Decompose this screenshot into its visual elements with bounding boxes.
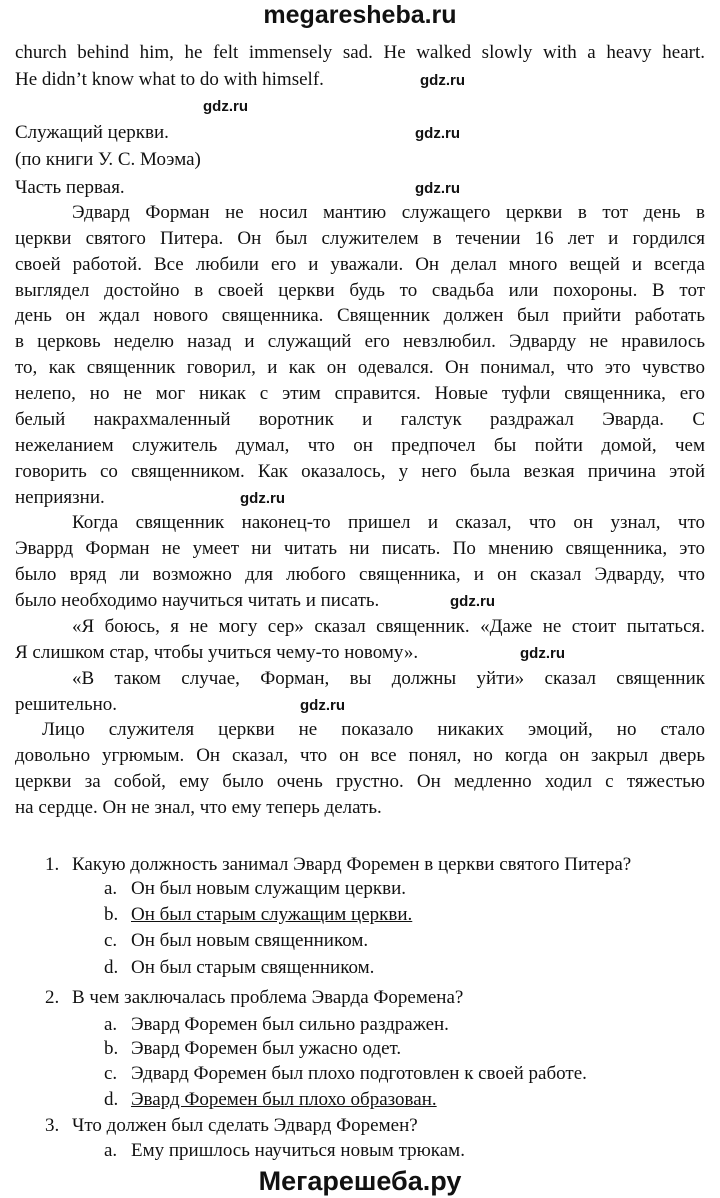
answer-text-selected: Он был старым служащим церкви. (131, 904, 413, 925)
text-line: довольно угрюмым. Он сказал, что он все понял, но когда он закрыл дверь (15, 745, 705, 766)
text-line: Эваррд Форман не умеет ни читать ни писать. По мнению священника, это (15, 538, 705, 559)
answer-letter: d. (104, 957, 119, 978)
story-title: Служащий церкви. (15, 122, 169, 143)
answer-letter: c. (104, 930, 118, 951)
text-line: своей работой. Все любили его и уважали. Он делал много вещей и всегда (15, 254, 705, 275)
site-header: megaresheba.ru (263, 1, 457, 29)
story-part: Часть первая. (15, 177, 125, 198)
text-line: решительно. (15, 694, 118, 715)
text-line: неприязни. (15, 487, 105, 508)
text-line: церкви святого Питера. Он был служителем в течении 16 лет и гордился (15, 228, 705, 249)
watermark: gdz.ru (520, 645, 565, 662)
text-line: белый накрахмаленный воротник и галстук раздражал Эварда. С (15, 409, 705, 430)
answer-letter: a. (104, 1014, 118, 1035)
text-line: было необходимо научиться читать и писать. (15, 590, 380, 611)
answer-letter: b. (104, 1038, 119, 1059)
text-line: Эдвард Форман не носил мантию служащего церкви в тот день в (72, 202, 705, 223)
answer-letter: a. (104, 1140, 118, 1161)
answer-letter: c. (104, 1063, 118, 1084)
text-line: было вряд ли возможно для любого священника, и он сказал Эдварду, что (15, 564, 705, 585)
watermark: gdz.ru (203, 98, 248, 115)
text-line: нежеланием служитель думал, что он предпочел бы пойти домой, чем (15, 435, 705, 456)
question-number: 1. (45, 854, 60, 875)
text-line: в церковь неделю назад и служащий его невзлюбил. Эдварду не нравилось (15, 331, 705, 352)
question-number: 3. (45, 1115, 60, 1136)
answer-text: Он был старым священником. (131, 957, 375, 978)
text-line: выглядел достойно в своей церкви будь то свадьба или похороны. В тот (15, 280, 705, 301)
text-line: то, как священник говорил, и как он одевался. Он понимал, что это чувство (15, 357, 705, 378)
answer-text: Ему пришлось научиться новым трюкам. (131, 1140, 465, 1161)
watermark: gdz.ru (300, 697, 345, 714)
text-line: церкви за собой, ему было очень грустно. Он медленно ходил с тяжестью (15, 771, 705, 792)
watermark: gdz.ru (420, 72, 465, 89)
text-line: нелепо, но не мог никак с этим справится. Новые туфли священника, его (15, 383, 705, 404)
text-line: говорить со священником. Как оказалось, у него была везкая причина этой (15, 461, 705, 482)
answer-text: Эвард Форемен был ужасно одет. (131, 1038, 402, 1059)
watermark: gdz.ru (450, 593, 495, 610)
answer-text-selected: Эвард Форемен был плохо образован. (131, 1089, 437, 1110)
question-number: 2. (45, 987, 60, 1008)
text-line: «Я боюсь, я не могу сер» сказал священник. «Даже не стоит пытаться. (72, 616, 705, 637)
question-text: В чем заключалась проблема Эварда Форемена? (72, 987, 464, 1008)
question-text: Что должен был сделать Эдвард Форемен? (72, 1115, 418, 1136)
watermark: gdz.ru (415, 180, 460, 197)
answer-text: Он был новым служащим церкви. (131, 878, 406, 899)
text-line: «В таком случае, Форман, вы должны уйти» сказал священник (72, 668, 705, 689)
text-line: Я слишком стар, чтобы учиться чему-то новому». (15, 642, 419, 663)
watermark: gdz.ru (240, 490, 285, 507)
answer-text: Он был новым священником. (131, 930, 369, 951)
answer-letter: d. (104, 1089, 119, 1110)
answer-letter: b. (104, 904, 119, 925)
text-line: день он ждал нового священника. Священник должен был прийти работать (15, 305, 705, 326)
watermark: gdz.ru (415, 125, 460, 142)
text-line: на сердце. Он не знал, что ему теперь делать. (15, 797, 382, 818)
text-line: He didn’t know what to do with himself. (15, 69, 324, 90)
answer-text: Эдвард Форемен был плохо подготовлен к своей работе. (131, 1063, 587, 1084)
answer-text: Эвард Форемен был сильно раздражен. (131, 1014, 449, 1035)
text-line: church behind him, he felt immensely sad. He walked slowly with a heavy heart. (15, 42, 705, 63)
text-line: Когда священник наконец-то пришел и сказал, что он узнал, что (72, 512, 705, 533)
story-source: (по книги У. С. Моэма) (15, 149, 201, 170)
question-text: Какую должность занимал Эвард Форемен в церкви святого Питера? (72, 854, 632, 875)
site-footer: Мегарешеба.ру (258, 1166, 462, 1196)
answer-letter: a. (104, 878, 118, 899)
text-line: Лицо служителя церкви не показало никаких эмоций, но стало (42, 719, 705, 740)
